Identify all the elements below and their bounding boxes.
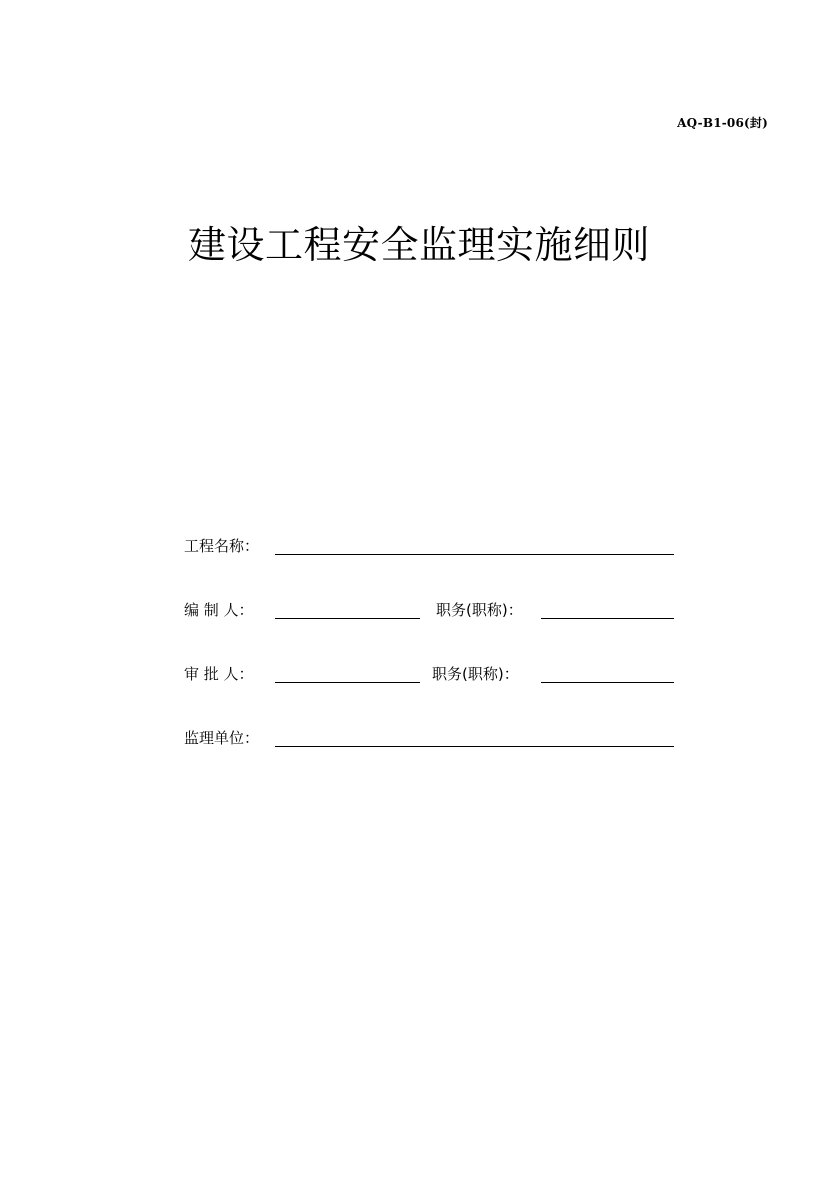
project-name-line[interactable]: [275, 554, 674, 555]
document-code: AQ-B1-06(封): [677, 116, 768, 130]
compiler-title-line[interactable]: [541, 618, 674, 619]
compiler-title-label: 职务(职称)：: [436, 601, 523, 619]
approver-title-label: 职务(职称)：: [432, 665, 519, 683]
approver-label: 审 批 人：: [184, 665, 254, 683]
document-title: 建设工程安全监理实施细则: [187, 223, 650, 267]
approver-row: [184, 664, 684, 688]
approver-title-line[interactable]: [541, 682, 674, 683]
approver-line[interactable]: [275, 682, 420, 683]
compiler-label: 编 制 人：: [184, 601, 254, 619]
supervision-unit-row: [184, 728, 684, 752]
supervision-unit-label: 监理单位：: [184, 729, 260, 747]
compiler-line[interactable]: [275, 618, 420, 619]
supervision-unit-line[interactable]: [275, 746, 674, 747]
compiler-row: [184, 600, 684, 624]
project-name-row: [184, 536, 684, 560]
project-name-label: 工程名称：: [184, 537, 260, 555]
